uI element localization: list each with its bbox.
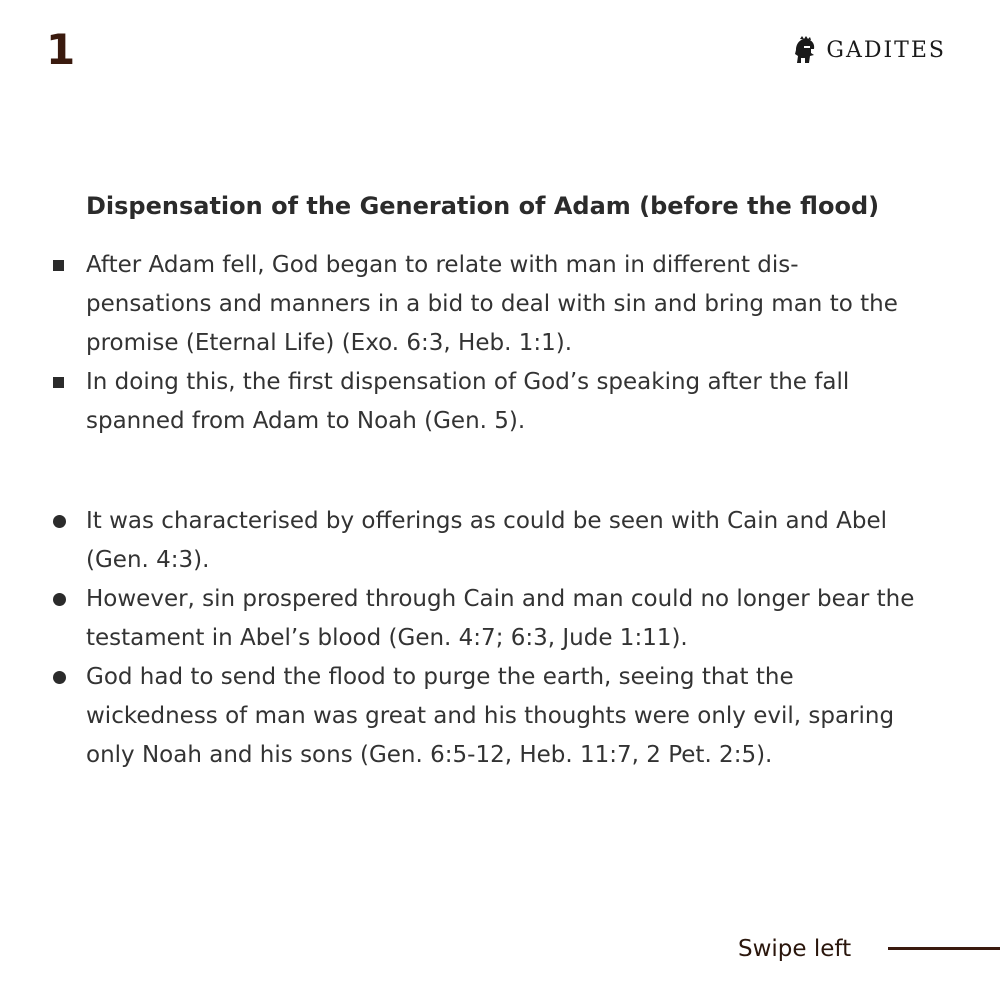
warrior-helmet-icon xyxy=(792,36,818,66)
list-item xyxy=(86,246,916,363)
swipe-arrow-line-icon xyxy=(888,947,1000,950)
dot-bullet-list xyxy=(86,502,916,775)
square-bullet-icon xyxy=(53,260,64,271)
list-item xyxy=(86,580,916,658)
list-item-text: It was characterised by offerings as could be seen with Cain and Abel (Gen. 4:3). xyxy=(86,508,888,573)
dot-bullet-icon xyxy=(53,593,66,606)
square-bullet-icon xyxy=(53,377,64,388)
list-item xyxy=(86,363,916,441)
brand-logo xyxy=(792,36,946,66)
brand-name: GADITES xyxy=(826,38,946,63)
dot-bullet-icon xyxy=(53,671,66,684)
list-item-text: God had to send the flood to purge the earth, seeing that the wickedness of man was great and his thoughts were only evil, sparing only Noah and his sons (Gen. 6:5-12, Heb. 11:7, 2 Pet. 2:5). xyxy=(86,664,895,768)
main-content xyxy=(86,188,916,775)
dot-bullet-icon xyxy=(53,515,66,528)
list-item xyxy=(86,502,916,580)
list-item-text: However, sin prospered through Cain and man could no longer bear the testament in Abel’s blood (Gen. 4:7; 6:3, Jude 1:11). xyxy=(86,586,915,651)
list-item-text: After Adam fell, God began to relate with man in different dis-pensations and manners in a bid to deal with sin and bring man to the promise (Eternal Life) (Exo. 6:3, Heb. 1:1). xyxy=(86,252,898,356)
swipe-hint[interactable] xyxy=(738,932,851,966)
list-item xyxy=(86,658,916,775)
square-bullet-list xyxy=(86,246,916,441)
list-item-text: In doing this, the first dispensation of God’s speaking after the fall spanned from Adam to Noah (Gen. 5). xyxy=(86,369,850,434)
section-heading: Dispensation of the Generation of Adam (before the flood) xyxy=(86,192,880,220)
swipe-label: Swipe left xyxy=(738,936,852,962)
page-number: 1 xyxy=(46,25,76,74)
